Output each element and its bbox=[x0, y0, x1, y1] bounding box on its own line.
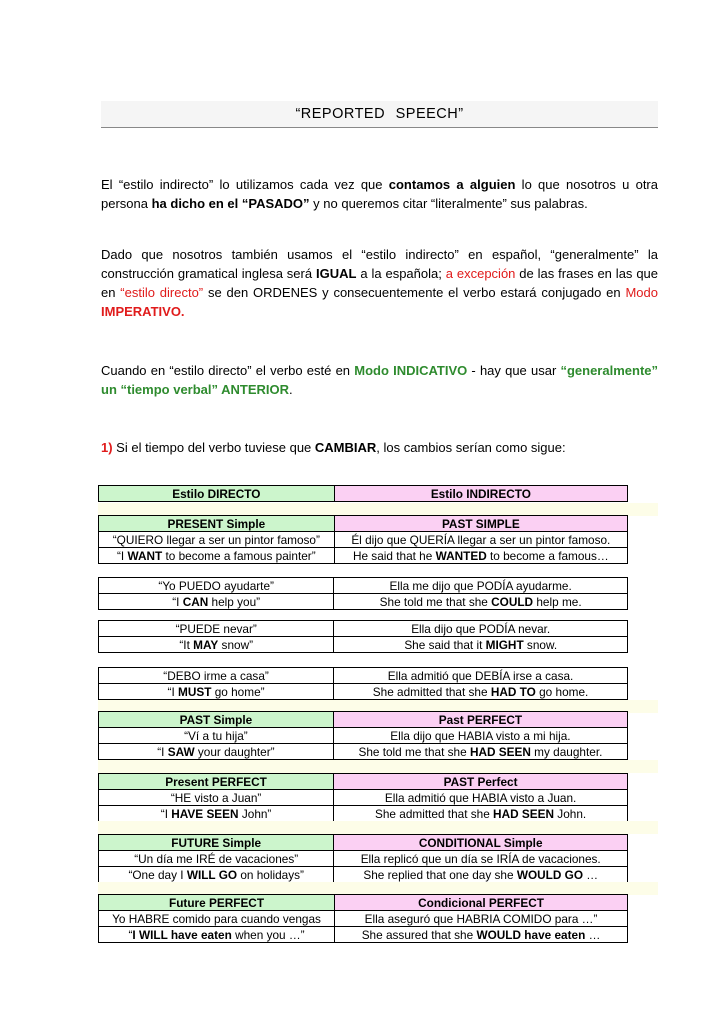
tense-group-present-simple bbox=[98, 515, 628, 564]
title-bar bbox=[101, 101, 658, 128]
indirect-spanish: Ella replicó que un día se IRÍA de vacaciones. bbox=[334, 851, 628, 867]
p2-red-estilo-directo: “estilo directo” bbox=[120, 285, 204, 300]
p2-text-2: a la española; bbox=[356, 266, 446, 281]
direct-spanish: “Un día me IRÉ de vacaciones” bbox=[99, 851, 334, 867]
tense-group-past-simple bbox=[98, 711, 628, 760]
p2-text-4: se den ORDENES y consecuentemente el verbo estará conjugado en bbox=[203, 285, 626, 300]
tense-right-header: PAST SIMPLE bbox=[334, 516, 627, 532]
page-title: “REPORTED SPEECH” bbox=[295, 106, 464, 122]
p2-bold-igual: IGUAL bbox=[316, 266, 357, 281]
tense-left-header: Future PERFECT bbox=[99, 895, 335, 911]
indirect-english: She said that it MIGHT snow. bbox=[334, 637, 628, 653]
p3-text-1: Cuando en “estilo directo” el verbo esté en bbox=[101, 363, 355, 378]
list-number: 1) bbox=[101, 440, 113, 455]
direct-english: “It MAY snow” bbox=[99, 637, 334, 653]
indirect-english: She admitted that she HAD TO go home. bbox=[334, 684, 628, 700]
intro-text-1: El “estilo indirecto” lo utilizamos cada vez que bbox=[101, 177, 389, 192]
spacer-strip bbox=[98, 760, 658, 773]
direct-spanish: “Ví a tu hija” bbox=[99, 728, 334, 744]
indirect-english: He said that he WANTED to become a famous… bbox=[334, 548, 627, 564]
p2-red-excepcion: a excepción bbox=[445, 266, 516, 281]
indirect-english: She told me that she COULD help me. bbox=[334, 594, 628, 610]
direct-english: “I HAVE SEEN John” bbox=[99, 806, 334, 822]
tense-group-future-perfect bbox=[98, 894, 628, 943]
p4-bold-cambiar: CAMBIAR bbox=[314, 440, 377, 455]
tense-left-header: PAST Simple bbox=[99, 712, 334, 728]
spanish-comparison-paragraph bbox=[101, 245, 658, 321]
direct-spanish: “DEBO irme a casa” bbox=[99, 668, 334, 684]
header-estilo-indirecto: Estilo INDIRECTO bbox=[334, 486, 627, 502]
modal-group-can bbox=[98, 577, 628, 610]
direct-spanish: “Yo PUEDO ayudarte” bbox=[99, 578, 334, 594]
indirect-english: She replied that one day she WOULD GO … bbox=[334, 867, 628, 883]
changes-intro-line bbox=[101, 438, 658, 457]
tense-left-header: PRESENT Simple bbox=[99, 516, 335, 532]
intro-text-2: lo que nosotros u otra persona bbox=[101, 177, 658, 211]
p4-text-2: , los cambios serían como sigue: bbox=[376, 440, 566, 455]
intro-paragraph bbox=[101, 175, 658, 213]
direct-english: “I WANT to become a famous painter” bbox=[99, 548, 335, 564]
direct-english: “I WILL have eaten when you …” bbox=[99, 927, 335, 943]
modal-group-must bbox=[98, 667, 628, 700]
p4-text-1: Si el tiempo del verbo tuviese que bbox=[112, 440, 315, 455]
indirect-spanish: Ella aseguró que HABRIA COMIDO para …” bbox=[335, 911, 628, 927]
indirect-english: She assured that she WOULD have eaten … bbox=[335, 927, 628, 943]
indicative-paragraph bbox=[101, 361, 658, 399]
tense-right-header: Past PERFECT bbox=[333, 712, 627, 728]
p3-green-anterior: “generalmente” un “tiempo verbal” ANTERIOR bbox=[101, 363, 659, 397]
tense-group-present-perfect bbox=[98, 773, 628, 822]
intro-bold-1: contamos a alguien bbox=[388, 177, 516, 192]
tense-group-future-simple bbox=[98, 834, 628, 883]
direct-spanish: “QUIERO llegar a ser un pintor famoso” bbox=[99, 532, 335, 548]
intro-bold-2: ha dicho en el “PASADO” bbox=[151, 196, 310, 211]
p2-red-modo: Modo bbox=[625, 285, 658, 300]
tense-right-header: CONDITIONAL Simple bbox=[334, 835, 628, 851]
p2-red-imperativo: IMPERATIVO. bbox=[101, 304, 185, 319]
modal-group-may bbox=[98, 620, 628, 653]
intro-text-3: y no queremos citar “literalmente” sus palabras. bbox=[309, 196, 588, 211]
direct-english: “I MUST go home” bbox=[99, 684, 334, 700]
p2-text-1: Dado que nosotros también usamos el “estilo indirecto” en español, “generalmente” la construcción gramatical inglesa será bbox=[101, 247, 658, 281]
tense-right-header: PAST Perfect bbox=[334, 774, 628, 790]
indirect-spanish: Él dijo que QUERÍA llegar a ser un pintor famoso. bbox=[334, 532, 627, 548]
direct-spanish: “PUEDE nevar” bbox=[99, 621, 334, 637]
p2-text-3: de las frases en las que en bbox=[101, 266, 659, 300]
direct-spanish: Yo HABRE comido para cuando vengas bbox=[99, 911, 335, 927]
table-header bbox=[98, 485, 628, 502]
indirect-spanish: Ella admitió que DEBÍA irse a casa. bbox=[334, 668, 628, 684]
indirect-english: She admitted that she HAD SEEN John. bbox=[334, 806, 628, 822]
p3-green-modo-indicativo: Modo INDICATIVO bbox=[354, 363, 468, 378]
direct-english: “I SAW your daughter” bbox=[99, 744, 334, 760]
header-estilo-directo: Estilo DIRECTO bbox=[99, 486, 335, 502]
direct-spanish: “HE visto a Juan” bbox=[99, 790, 334, 806]
indirect-spanish: Ella admitió que HABIA visto a Juan. bbox=[334, 790, 628, 806]
tense-left-header: Present PERFECT bbox=[99, 774, 334, 790]
indirect-spanish: Ella dijo que HABIA visto a mi hija. bbox=[333, 728, 627, 744]
indirect-spanish: Ella dijo que PODÍA nevar. bbox=[334, 621, 628, 637]
tense-right-header: Condicional PERFECT bbox=[335, 895, 628, 911]
p3-text-3: . bbox=[289, 382, 293, 397]
p3-text-2: - hay que usar bbox=[467, 363, 561, 378]
indirect-english: She told me that she HAD SEEN my daughter. bbox=[333, 744, 627, 760]
indirect-spanish: Ella me dijo que PODÍA ayudarme. bbox=[334, 578, 628, 594]
direct-english: “I CAN help you” bbox=[99, 594, 334, 610]
direct-english: “One day I WILL GO on holidays” bbox=[99, 867, 334, 883]
spacer-strip bbox=[98, 821, 658, 834]
tense-left-header: FUTURE Simple bbox=[99, 835, 334, 851]
